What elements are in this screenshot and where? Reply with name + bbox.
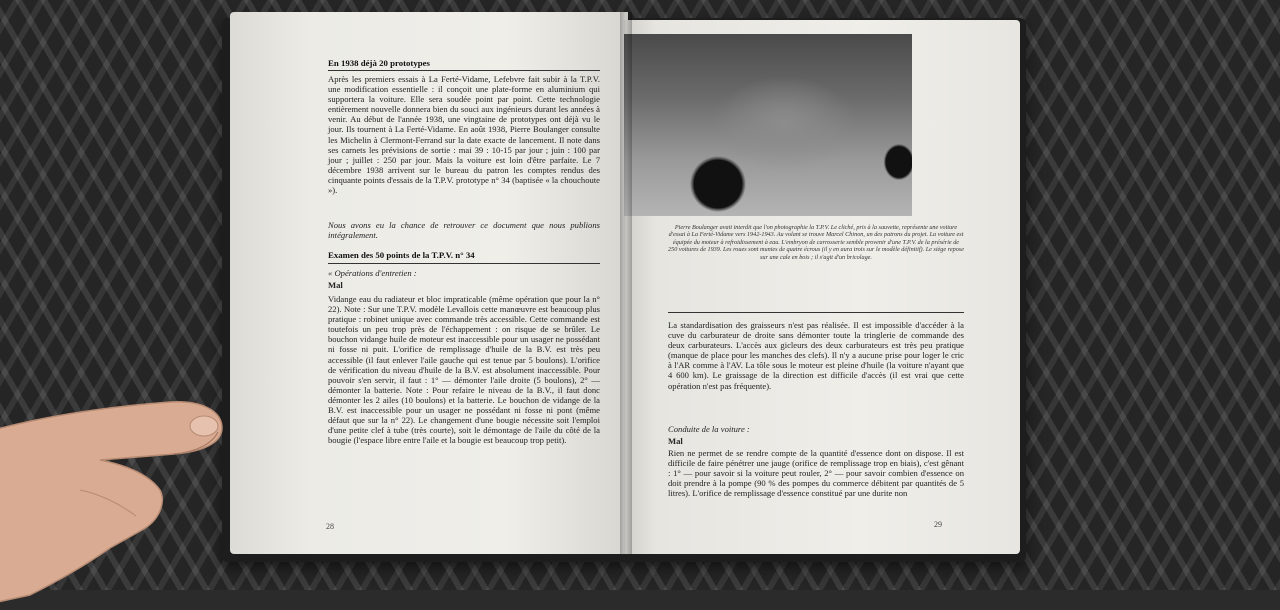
tpv-prototype-photo [624,34,912,216]
section-body-examen: Vidange eau du radiateur et bloc impraticable (même opération que pour la n° 22). Note : Sur une T.P.V. modèle Levallois cette manœuvre est beaucoup plus pratique : robinet unique avec commande très accessible. Cette commande est toutefois un peu trop près de l'échappement : on risque de se brûler. Le bouchon vidange huile de moteur est inaccessible pour un usager ne possédant ni fosse ni puit. L'orifice de remplissage d'huile de la B.V. est très peu accessible (il faut enlever l'aile gauche qui est tenue par 5 boulons). L'orifice de vérification du niveau d'huile de la B.V. est absolument inaccessible. Pour pouvoir s'en servir, il faut : 1° — démonter l'aile droite (5 boulons), 2° — démonter la batterie. Note : Pour refaire le niveau de la B.V., il faut donc démonter les 2 ailes (10 boulons) et la batterie. Le bouchon de vidange de la B.V. est inaccessible pour un usager ne possédant ni fosse ni pont (même défaut que sur la n° 22). Le changement d'une bougie nécessite soit l'emploi d'une petite clef à tube (très courte), soit le démontage de l'aile du côté de la bougie (l'espace libre entre l'aile et la bougie est beaucoup trop petit). [328,294,600,446]
page-number: 28 [326,522,334,531]
body-standardisation: La standardisation des graisseurs n'est pas réalisée. Il est impossible d'accéder à la cuve du carburateur de droite sans démonter toute la tringlerie de commande des deux carburateurs. L'accès aux gicleurs des deux carburateurs est très peu pratique (manque de place pour les manches des clefs). Il n'y a aucune prise pour loger le cric à l'AR comme à l'AV. La tôle sous le moteur est pleine d'huile (la voiture n'ayant que 4 600 km). Le graissage de la direction est difficile d'accès (il est vrai que cette opération n'est pas fréquente). [668,320,964,391]
subhead-conduite: Conduite de la voiture : [668,424,750,434]
section-title-prototypes: En 1938 déjà 20 prototypes [328,58,430,68]
photo-caption: Pierre Boulanger avait interdit que l'on photographie la T.P.V. Le cliché, pris à la sauvette, représente une voiture d'essai à La Ferté-Vidame vers 1942-1943. Au volant se trouve Marcel Chinon, un des patrons du projet. La voiture est équipée du moteur à refroidissement à eau. L'embryon de carrosserie semble provenir d'une T.P.V. de la présérie de 250 voitures de 1939. Les roues sont munies de quatre écrous (il y en aura trois sur le modèle définitif). Le siège repose sur une cale en bois ; il s'agit d'un bricolage. [668,224,964,261]
section-body-prototypes: Après les premiers essais à La Ferté-Vidame, Lefebvre fait subir à la T.P.V. une modification essentielle : il conçoit une plate-forme en aluminium qui supportera la voiture. Elle sera soudée point par point. Cette technologie entièrement nouvelle donnera bien du souci aux ingénieurs durant les années à venir. Au début de l'année 1938, une vingtaine de prototypes ont déjà vu le jour. Ils tournent à La Ferté-Vidame. En août 1938, Pierre Boulanger consulte les Michelin à Clermont-Ferrand sur la date exacte de lancement. Il note dans ses carnets les prévisions de sortie : mai 39 : 10-15 par jour ; juin : 100 par jour ; juillet : 250 par jour. Mais la voiture est loin d'être parfaite. Le 7 décembre 1938 arrivent sur le bureau du patron les comptes rendus des cinquante points d'essais de la T.P.V. prototype n° 34 (baptisée « la chouchoute »). [328,74,600,196]
hand-shape [0,402,222,610]
subhead-operations: « Opérations d'entretien : [328,268,417,278]
section-title-examen: Examen des 50 points de la T.P.V. n° 34 [328,250,475,260]
divider [328,70,600,71]
page-number: 29 [934,520,942,529]
label-mal: Mal [328,280,343,290]
open-book [222,10,1026,562]
hand-holding-book [0,380,290,610]
book-gutter [620,12,632,554]
divider [668,312,964,313]
section-note: Nous avons eu la chance de retrouver ce document que nous publions intégralement. [328,220,600,241]
body-conduite: Rien ne permet de se rendre compte de la quantité d'essence dont on dispose. Il est difficile de faire pénétrer une jauge (orifice de remplissage trop en biais), c'est gênant : 1° — pour savoir si la voiture peut rouler, 2° — pour savoir combien d'essence on doit prendre à la pompe (90 % des pompes du commerce débitent par quantités de 5 litres). L'orifice de remplissage d'essence constitué par une durite non [668,448,964,499]
right-page [624,20,1020,554]
label-mal: Mal [668,436,683,446]
thumbnail [190,416,218,436]
divider [328,263,600,264]
